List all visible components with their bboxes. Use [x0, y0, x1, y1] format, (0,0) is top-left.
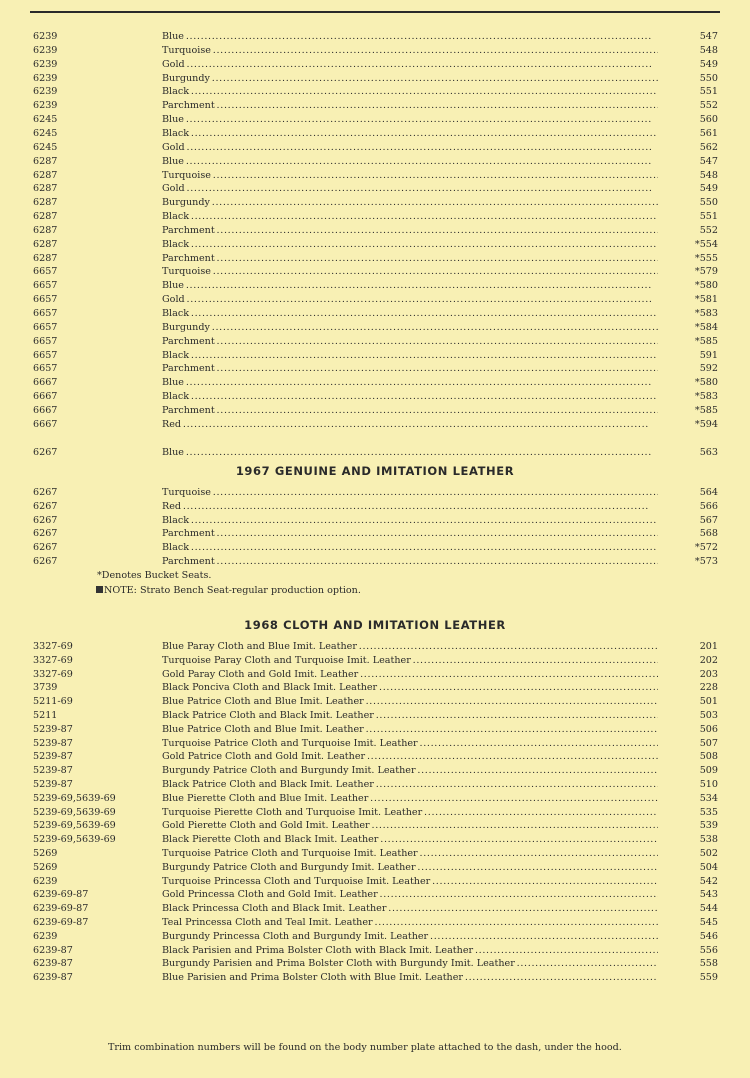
trim-code: 5239-69,5639-69 — [33, 834, 116, 846]
trim-number: 535 — [699, 806, 718, 818]
trim-number: *583 — [694, 391, 718, 403]
trim-row — [0, 681, 750, 695]
trim-code: 6657 — [33, 321, 58, 333]
trim-description: Parchment . . . — [162, 224, 658, 238]
trim-code: 6239-87 — [33, 958, 73, 970]
trim-number: 551 — [699, 86, 718, 98]
trim-description: Turquoise . . . — [162, 169, 658, 183]
trim-description: Burgundy Princessa Cloth and Burgundy Imit. Leather . . . — [162, 930, 658, 944]
trim-number: 510 — [699, 779, 718, 790]
trim-description: Parchment . . . — [162, 335, 658, 349]
trim-row — [0, 723, 750, 737]
trim-code: 6287 — [33, 197, 58, 209]
trim-description: Parchment . . . — [162, 527, 658, 541]
trim-row — [0, 527, 750, 541]
trim-number: 508 — [699, 751, 718, 763]
trim-number: 547 — [699, 31, 718, 42]
trim-row — [0, 555, 750, 569]
trim-code: 6287 — [33, 169, 58, 181]
trim-description: Gold Patrice Cloth and Gold Imit. Leather . . . — [162, 750, 658, 764]
trim-code: 6287 — [33, 211, 58, 223]
trim-row — [0, 58, 750, 72]
trim-code: 5239-87 — [33, 737, 73, 749]
trim-row — [0, 737, 750, 751]
trim-number: *580 — [694, 280, 718, 292]
trim-code: 6267 — [33, 528, 58, 540]
trim-code: 6657 — [33, 335, 58, 347]
trim-row — [0, 764, 750, 778]
trim-number: 502 — [699, 848, 718, 859]
trim-code: 5239-69,5639-69 — [33, 792, 116, 804]
trim-description: Black Parisien and Prima Bolster Cloth with Black Imit. Leather . . . — [162, 944, 658, 958]
trim-description: Burgundy Patrice Cloth and Burgundy Imit. Leather . . . — [162, 764, 658, 778]
trim-description: Gold . . . — [162, 182, 658, 196]
trim-number: 550 — [699, 197, 718, 209]
trim-row — [0, 155, 750, 169]
trim-description: Blue Parisien and Prima Bolster Cloth with Blue Imit. Leather . . . — [162, 971, 658, 985]
trim-number: 556 — [699, 944, 718, 956]
trim-description: Blue . . . — [162, 155, 658, 169]
trim-code: 6267 — [33, 487, 58, 498]
trim-description: Black . . . — [162, 390, 658, 404]
trim-row — [0, 293, 750, 307]
trim-number: 202 — [699, 654, 718, 666]
trim-number: *573 — [694, 556, 718, 567]
trim-row — [0, 888, 750, 902]
trim-code: 5239-87 — [33, 779, 73, 790]
trim-code: 6267 — [33, 514, 58, 526]
trim-description: Blue . . . — [162, 30, 658, 44]
trim-row — [0, 500, 750, 514]
trim-number: 566 — [699, 500, 718, 512]
trim-number: *555 — [694, 252, 718, 264]
trim-description: Black . . . — [162, 349, 658, 363]
trim-description: Burgundy . . . — [162, 321, 658, 335]
trim-number: 201 — [699, 641, 718, 652]
trim-description: Burgundy . . . — [162, 72, 658, 86]
trim-number: *583 — [694, 308, 718, 319]
trim-description: Black . . . — [162, 127, 658, 141]
trim-row — [0, 127, 750, 141]
trim-code: 3739 — [33, 682, 58, 694]
trim-description: Gold Paray Cloth and Gold Imit. Leather . . . — [162, 668, 658, 682]
trim-number: 552 — [699, 224, 718, 236]
trim-row — [0, 72, 750, 86]
trim-code: 6239 — [33, 86, 58, 98]
trim-number: *585 — [694, 404, 718, 416]
trim-code: 6657 — [33, 363, 58, 375]
trim-code: 5239-69,5639-69 — [33, 820, 116, 832]
trim-description: Black . . . — [162, 238, 658, 252]
trim-row — [0, 30, 750, 44]
trim-code: 6667 — [33, 418, 58, 430]
footnote-note-text: NOTE: Strato Bench Seat-regular production option. — [104, 585, 361, 596]
trim-row — [0, 141, 750, 155]
trim-description: Black Princessa Cloth and Black Imit. Leather . . . — [162, 902, 658, 916]
trim-row — [0, 390, 750, 404]
trim-description: Burgundy Parisien and Prima Bolster Cloth with Burgundy Imit. Leather . . . — [162, 957, 658, 971]
trim-number: 592 — [699, 363, 718, 375]
trim-number: 203 — [699, 668, 718, 680]
trim-row — [0, 944, 750, 958]
trim-code: 6667 — [33, 377, 58, 389]
trim-code: 6245 — [33, 114, 58, 126]
trim-number: 544 — [699, 903, 718, 915]
trim-row — [0, 668, 750, 682]
trim-description: Parchment . . . — [162, 252, 658, 266]
trim-code: 6267 — [33, 447, 58, 458]
trim-description: Parchment . . . — [162, 555, 658, 569]
trim-row — [0, 335, 750, 349]
trim-row — [0, 792, 750, 806]
trim-number: 559 — [699, 972, 718, 984]
trim-description: Blue Patrice Cloth and Blue Imit. Leather . . . — [162, 723, 658, 737]
trim-row — [0, 861, 750, 875]
trim-code: 6657 — [33, 266, 58, 278]
note-box-icon — [96, 586, 103, 593]
trim-code: 6239 — [33, 31, 58, 42]
trim-code: 3327-69 — [33, 654, 73, 666]
trim-number: 548 — [699, 169, 718, 181]
trim-number: 591 — [699, 349, 718, 361]
trim-row — [0, 279, 750, 293]
trim-description: Black . . . — [162, 85, 658, 99]
trim-code: 6239 — [33, 58, 58, 70]
trim-row — [0, 321, 750, 335]
trim-number: 538 — [699, 834, 718, 846]
trim-number: 504 — [699, 861, 718, 873]
trim-description: Turquoise Patrice Cloth and Turquoise Imit. Leather . . . — [162, 847, 658, 861]
heading-1968: 1968 CLOTH AND IMITATION LEATHER — [244, 618, 506, 632]
trim-code: 6239-69-87 — [33, 889, 89, 901]
trim-number: 546 — [699, 930, 718, 942]
trim-number: 568 — [699, 528, 718, 540]
trim-row — [0, 196, 750, 210]
trim-row — [0, 957, 750, 971]
trim-row — [0, 833, 750, 847]
trim-row — [0, 541, 750, 555]
trim-description: Gold . . . — [162, 141, 658, 155]
trim-description: Burgundy Patrice Cloth and Burgundy Imit. Leather . . . — [162, 861, 658, 875]
trim-number: 551 — [699, 211, 718, 223]
trim-code: 6239-69-87 — [33, 903, 89, 915]
trim-code: 6657 — [33, 280, 58, 292]
trim-number: 543 — [699, 889, 718, 901]
trim-row — [0, 778, 750, 792]
trim-code: 5211 — [33, 710, 58, 721]
trim-code: 6239 — [33, 100, 58, 112]
trim-number: 548 — [699, 44, 718, 56]
trim-number: 545 — [699, 917, 718, 928]
trim-row — [0, 418, 750, 432]
trim-code: 6245 — [33, 127, 58, 139]
trim-code: 6287 — [33, 224, 58, 236]
trim-row — [0, 806, 750, 820]
trim-code: 6239 — [33, 72, 58, 84]
trim-code: 6267 — [33, 556, 58, 567]
trim-code: 6657 — [33, 308, 58, 319]
trim-row — [0, 654, 750, 668]
trim-description: Parchment . . . — [162, 404, 658, 418]
trim-code: 6267 — [33, 542, 58, 554]
trim-row — [0, 252, 750, 266]
trim-number: 507 — [699, 737, 718, 749]
trim-number: 552 — [699, 100, 718, 112]
trim-row — [0, 486, 750, 500]
footnote-note — [96, 585, 361, 596]
trim-row — [0, 695, 750, 709]
trim-number: *580 — [694, 377, 718, 389]
trim-row — [0, 362, 750, 376]
trim-description: Blue . . . — [162, 113, 658, 127]
trim-row — [0, 971, 750, 985]
trim-code: 5269 — [33, 848, 58, 859]
trim-code: 6287 — [33, 183, 58, 195]
trim-code: 6239-69-87 — [33, 917, 89, 928]
trim-number: 534 — [699, 792, 718, 804]
trim-code: 5211-69 — [33, 696, 73, 708]
trim-description: Turquoise . . . — [162, 486, 658, 500]
trim-row — [0, 99, 750, 113]
trim-number: 539 — [699, 820, 718, 832]
trim-description: Turquoise Patrice Cloth and Turquoise Imit. Leather . . . — [162, 737, 658, 751]
trim-code: 6667 — [33, 391, 58, 403]
trim-row — [0, 376, 750, 390]
trim-description: Gold . . . — [162, 293, 658, 307]
trim-code: 6239-87 — [33, 944, 73, 956]
trim-description: Black Pierette Cloth and Black Imit. Leather . . . — [162, 833, 658, 847]
trim-row — [0, 902, 750, 916]
trim-number: 563 — [699, 447, 718, 458]
trim-row — [0, 238, 750, 252]
trim-description: Teal Princessa Cloth and Teal Imit. Leather . . . — [162, 916, 658, 930]
trim-code: 6287 — [33, 238, 58, 250]
trim-code: 5239-87 — [33, 723, 73, 735]
trim-code: 5269 — [33, 861, 58, 873]
trim-description: Black Patrice Cloth and Black Imit. Leather . . . — [162, 709, 658, 723]
heading-1967: 1967 GENUINE AND IMITATION LEATHER — [235, 464, 515, 478]
trim-row — [0, 349, 750, 363]
trim-code: 6239 — [33, 930, 58, 942]
trim-description: Gold . . . — [162, 58, 658, 72]
trim-row — [0, 85, 750, 99]
trim-number: 564 — [699, 487, 718, 498]
top-rule — [30, 11, 720, 13]
trim-number: *572 — [694, 542, 718, 554]
trim-code: 6657 — [33, 294, 58, 306]
trim-number: 547 — [699, 155, 718, 167]
trim-row — [0, 224, 750, 238]
trim-code: 6245 — [33, 141, 58, 153]
trim-description: Turquoise . . . — [162, 265, 658, 279]
trim-description: Black Ponciva Cloth and Black Imit. Leather . . . — [162, 681, 658, 695]
footnote-bucket-seats: *Denotes Bucket Seats. — [97, 570, 212, 581]
trim-description: Black Patrice Cloth and Black Imit. Leather . . . — [162, 778, 658, 792]
trim-description: Black . . . — [162, 541, 658, 555]
trim-description: Red . . . — [162, 500, 658, 514]
trim-row — [0, 113, 750, 127]
trim-code: 5239-87 — [33, 751, 73, 763]
trim-description: Blue Paray Cloth and Blue Imit. Leather . . . — [162, 640, 658, 654]
trim-code: 5239-87 — [33, 765, 73, 777]
trim-number: 567 — [699, 514, 718, 526]
trim-number: 560 — [699, 114, 718, 126]
trim-number: 562 — [699, 141, 718, 153]
trim-number: 501 — [699, 696, 718, 708]
trim-row — [0, 847, 750, 861]
trim-code: 3327-69 — [33, 641, 73, 652]
trim-code: 3327-69 — [33, 668, 73, 680]
trim-row — [0, 182, 750, 196]
trim-row — [0, 916, 750, 930]
trim-row — [0, 640, 750, 654]
trim-description: Black . . . — [162, 307, 658, 321]
trim-description: Red . . . — [162, 418, 658, 432]
trim-description: Turquoise . . . — [162, 44, 658, 58]
trim-description: Parchment . . . — [162, 362, 658, 376]
trim-row — [0, 169, 750, 183]
trim-row — [0, 514, 750, 528]
trim-code: 6667 — [33, 404, 58, 416]
trim-description: Burgundy . . . — [162, 196, 658, 210]
trim-number: *585 — [694, 335, 718, 347]
trim-number: 228 — [699, 682, 718, 694]
trim-row — [0, 930, 750, 944]
trim-row — [0, 709, 750, 723]
trim-code: 6239 — [33, 44, 58, 56]
trim-code: 6287 — [33, 252, 58, 264]
trim-description: Turquoise Paray Cloth and Turquoise Imit. Leather . . . — [162, 654, 658, 668]
trim-description: Blue Patrice Cloth and Blue Imit. Leather . . . — [162, 695, 658, 709]
trim-number: *584 — [694, 321, 718, 333]
trim-number: *594 — [694, 418, 718, 430]
footer-note: Trim combination numbers will be found on the body number plate attached to the dash, under the hood. — [108, 1042, 622, 1053]
trim-description: Black . . . — [162, 514, 658, 528]
trim-row — [0, 265, 750, 279]
trim-row — [0, 819, 750, 833]
trim-number: 549 — [699, 58, 718, 70]
trim-description: Blue . . . — [162, 376, 658, 390]
trim-row — [0, 44, 750, 58]
trim-description: Blue . . . — [162, 279, 658, 293]
trim-number: 549 — [699, 183, 718, 195]
trim-row — [0, 446, 750, 460]
trim-row — [0, 750, 750, 764]
trim-code: 6657 — [33, 349, 58, 361]
trim-number: 558 — [699, 958, 718, 970]
trim-code: 6239 — [33, 875, 58, 887]
trim-number: 509 — [699, 765, 718, 777]
trim-number: 506 — [699, 723, 718, 735]
trim-number: 550 — [699, 72, 718, 84]
trim-code: 6267 — [33, 500, 58, 512]
trim-description: Turquoise Pierette Cloth and Turquoise Imit. Leather . . . — [162, 806, 658, 820]
trim-number: *581 — [694, 294, 718, 306]
trim-number: 542 — [699, 875, 718, 887]
trim-description: Parchment . . . — [162, 99, 658, 113]
trim-row — [0, 404, 750, 418]
trim-description: Gold Pierette Cloth and Gold Imit. Leather . . . — [162, 819, 658, 833]
trim-code: 6239-87 — [33, 972, 73, 984]
trim-row — [0, 210, 750, 224]
trim-row — [0, 307, 750, 321]
trim-number: *554 — [694, 238, 718, 250]
trim-description: Blue Pierette Cloth and Blue Imit. Leather . . . — [162, 792, 658, 806]
trim-description: Turquoise Princessa Cloth and Turquoise Imit. Leather . . . — [162, 875, 658, 889]
trim-code: 6287 — [33, 155, 58, 167]
trim-code: 5239-69,5639-69 — [33, 806, 116, 818]
trim-description: Gold Princessa Cloth and Gold Imit. Leather . . . — [162, 888, 658, 902]
trim-row — [0, 875, 750, 889]
trim-number: 561 — [699, 127, 718, 139]
trim-number: *579 — [694, 266, 718, 278]
trim-description: Blue . . . — [162, 446, 658, 460]
trim-number: 503 — [699, 710, 718, 721]
trim-description: Black . . . — [162, 210, 658, 224]
